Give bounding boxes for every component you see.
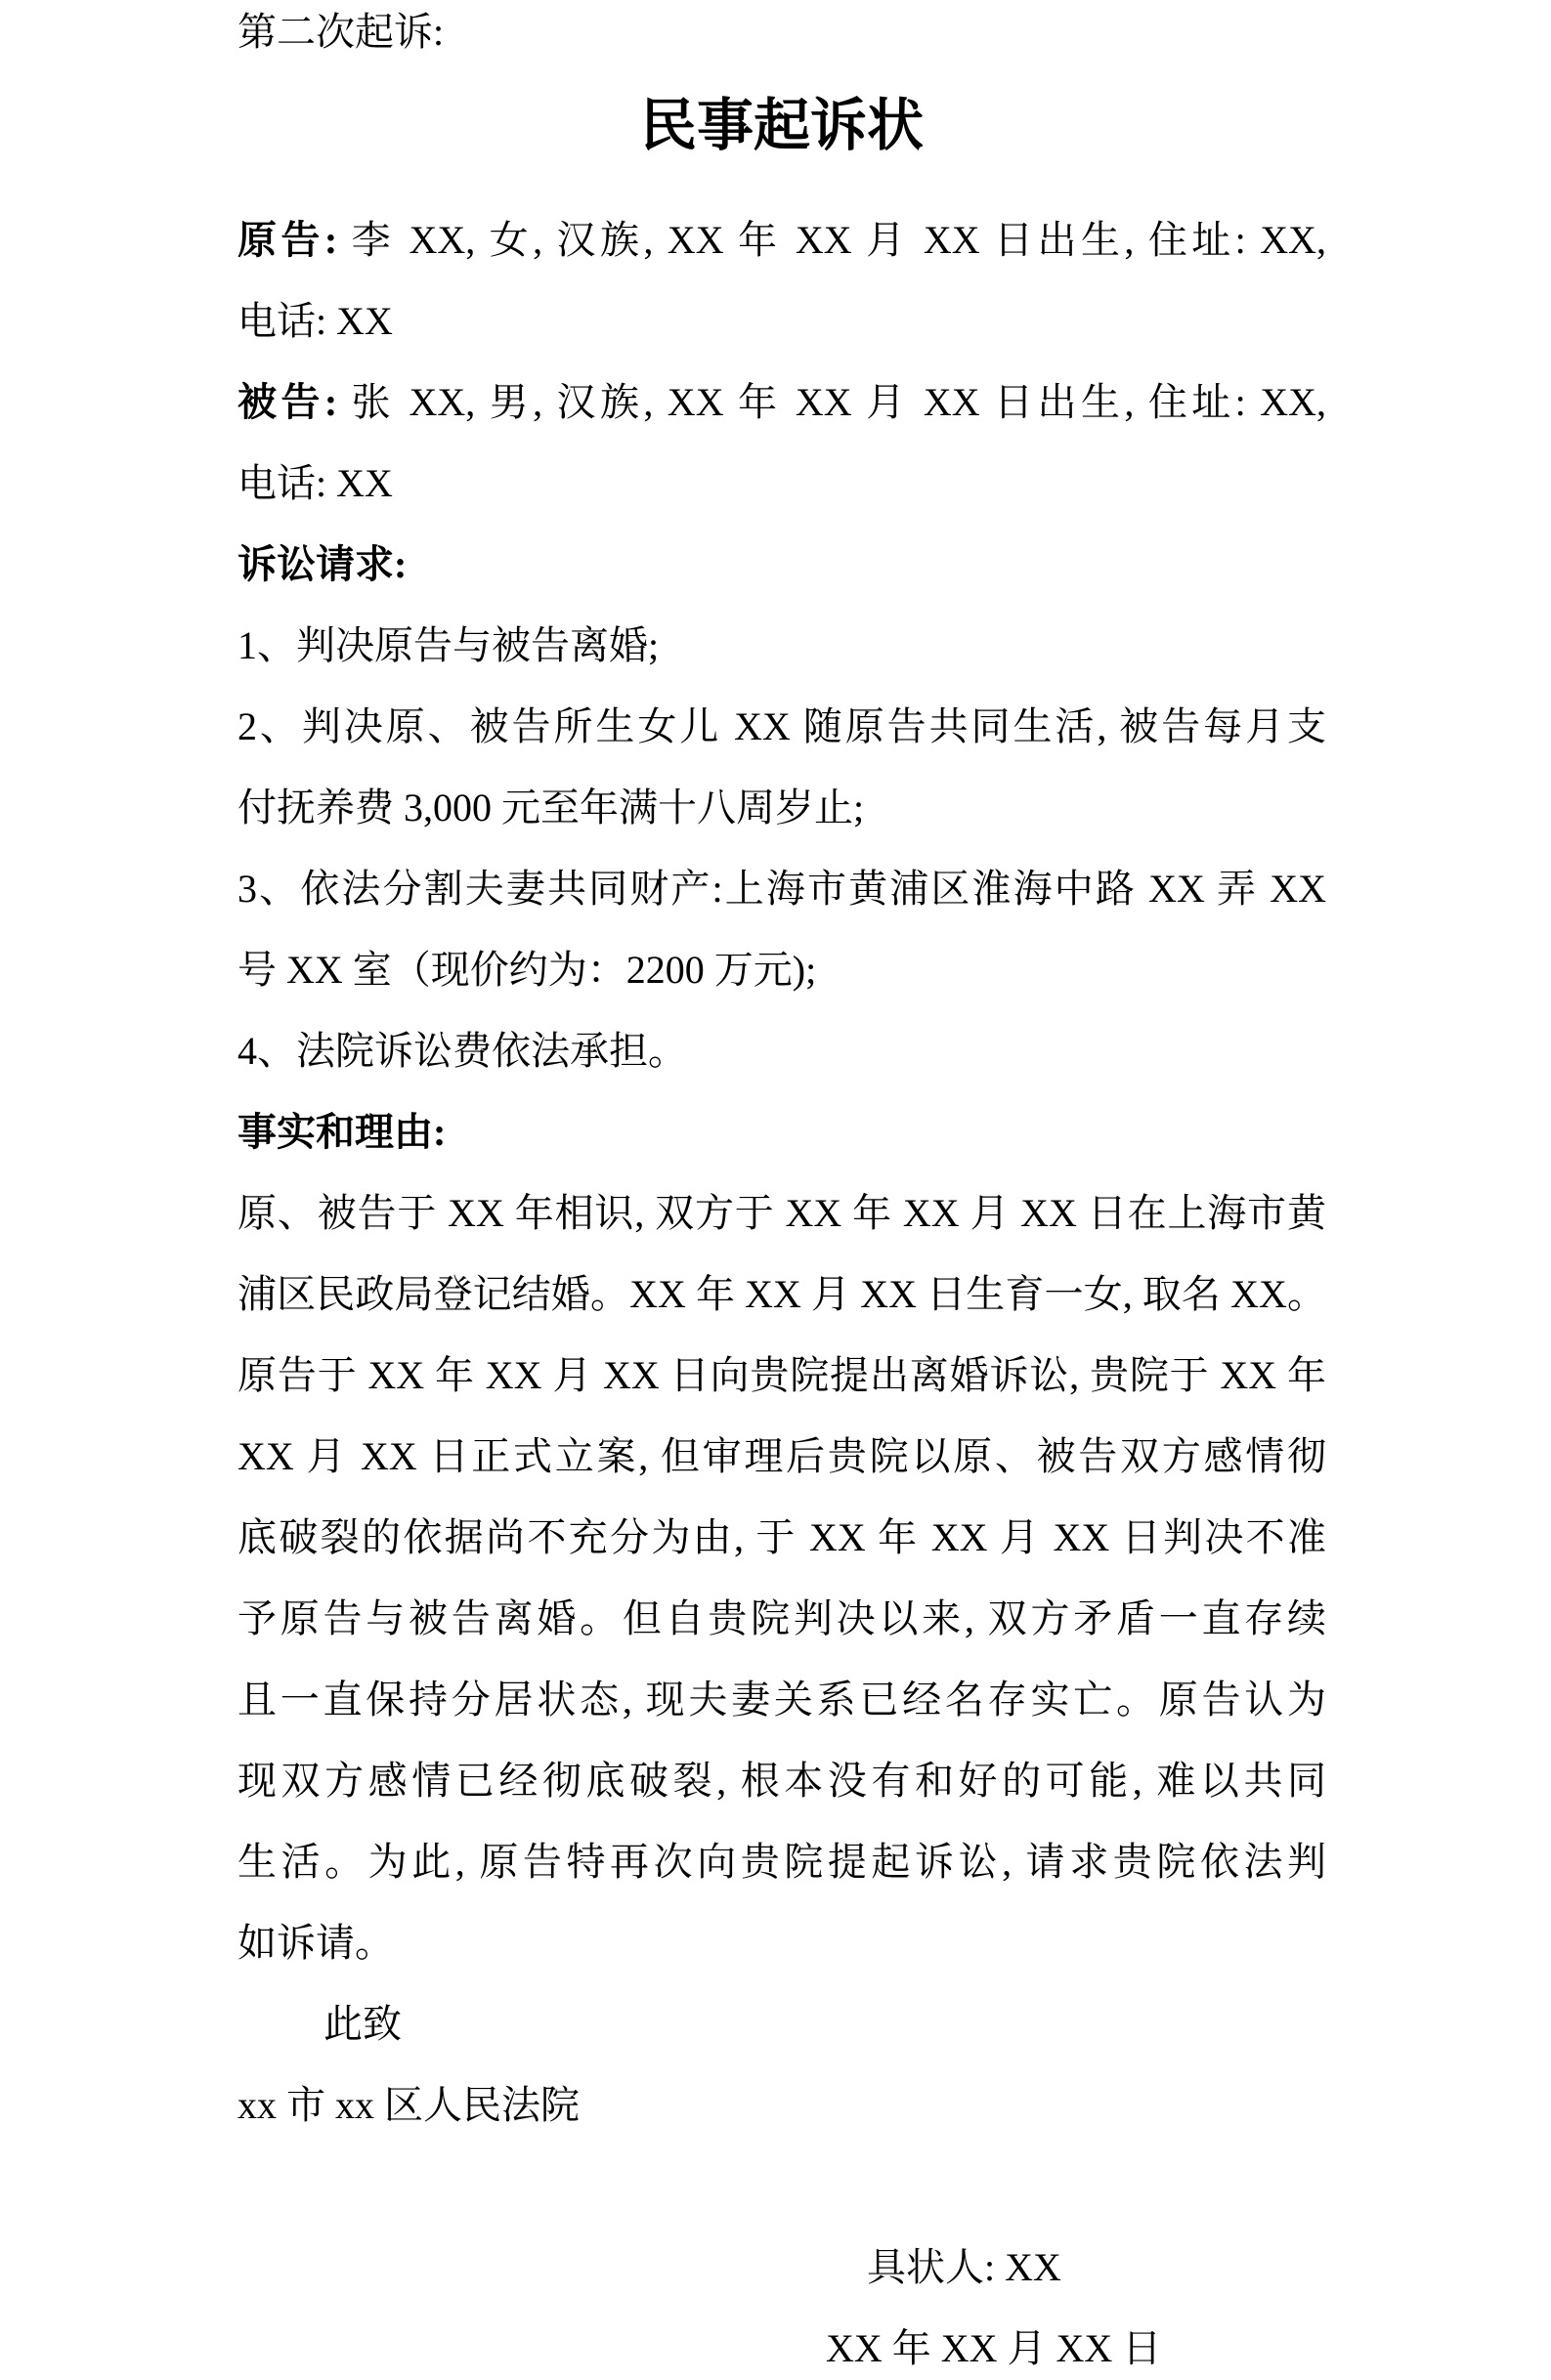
claims-heading: 诉讼请求: <box>237 542 408 586</box>
claim-item-4: 4、法院诉讼费依法承担。 <box>237 1029 687 1073</box>
defendant-phone: 电话: XX <box>237 461 393 505</box>
defendant-info-line <box>237 361 1326 443</box>
plaintiff-info: 李 XX, 女, 汉族, XX 年 XX 月 XX 日出生, 住址: XX, <box>337 218 1327 262</box>
facts-line-7: 且一直保持分居状态, 现夫妻关系已经名存实亡。原告认为 <box>237 1678 1326 1721</box>
claim-item-3-line-1: 3、依法分割夫妻共同财产:上海市黄浦区淮海中路 XX 弄 XX <box>237 867 1326 911</box>
signer-line: 具状人: XX <box>867 2245 1061 2289</box>
claim-item-2-line-1: 2、判决原、被告所生女儿 XX 随原告共同生活, 被告每月支 <box>237 704 1326 748</box>
claim-item-3-line-2: 号 XX 室（现价约为：2200 万元); <box>237 948 817 992</box>
plaintiff-phone: 电话: XX <box>237 299 393 343</box>
plaintiff-label: 原告: <box>237 218 338 262</box>
claim-item-2-line-2: 付抚养费 3,000 元至年满十八周岁止; <box>237 786 865 829</box>
facts-heading: 事实和理由: <box>237 1110 447 1154</box>
document-title: 民事起诉状 <box>639 94 924 157</box>
court-name: xx 市 xx 区人民法院 <box>237 2083 580 2127</box>
defendant-label: 被告: <box>237 380 338 424</box>
facts-line-2: 浦区民政局登记结婚。XX 年 XX 月 XX 日生育一女, 取名 XX。 <box>237 1272 1326 1316</box>
facts-line-3: 原告于 XX 年 XX 月 XX 日向贵院提出离婚诉讼, 贵院于 XX 年 <box>237 1353 1326 1397</box>
salutation: 此致 <box>323 2002 402 2046</box>
facts-line-10: 如诉请。 <box>237 1921 394 1965</box>
preface-note: 第二次起诉: <box>237 10 445 54</box>
facts-line-1: 原、被告于 XX 年相识, 双方于 XX 年 XX 月 XX 日在上海市黄 <box>237 1191 1326 1235</box>
facts-line-5: 底破裂的依据尚不充分为由, 于 XX 年 XX 月 XX 日判决不准 <box>237 1515 1326 1559</box>
facts-line-9: 生活。为此, 原告特再次向贵院提起诉讼, 请求贵院依法判 <box>237 1840 1326 1884</box>
date-line: XX 年 XX 月 XX 日 <box>826 2326 1162 2370</box>
defendant-info: 张 XX, 男, 汉族, XX 年 XX 月 XX 日出生, 住址: XX, <box>337 380 1327 424</box>
facts-line-8: 现双方感情已经彻底破裂, 根本没有和好的可能, 难以共同 <box>237 1759 1326 1803</box>
facts-line-6: 予原告与被告离婚。但自贵院判决以来, 双方矛盾一直存续 <box>237 1596 1326 1640</box>
claim-item-1: 1、判决原告与被告离婚; <box>237 623 660 667</box>
facts-line-4: XX 月 XX 日正式立案, 但审理后贵院以原、被告双方感情彻 <box>237 1434 1326 1478</box>
plaintiff-info-line <box>237 199 1326 280</box>
